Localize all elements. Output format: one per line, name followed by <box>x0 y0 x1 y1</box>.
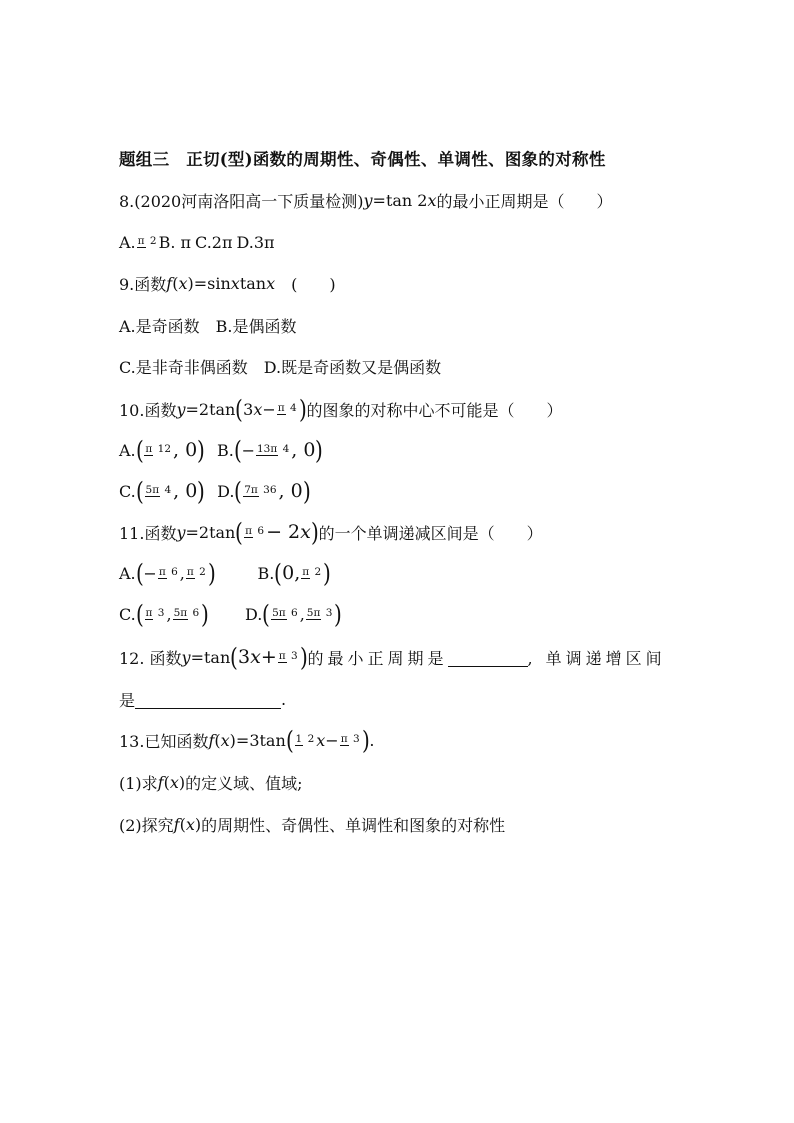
q11-option-b-head: 0, <box>282 562 301 584</box>
q9-var-x1: x <box>178 273 188 293</box>
q13-part2-var-x: x <box>185 814 195 834</box>
q8-option-a-fraction <box>137 236 158 247</box>
q10-coef: 3 <box>243 399 254 419</box>
q11-var-x: x <box>300 521 311 543</box>
q13-part2-paren-close: ) <box>194 814 202 834</box>
q10-option-d-denominator: 36 <box>263 484 277 497</box>
q13-var-x: x <box>220 730 230 750</box>
q13-fraction2-denominator: 3 <box>352 733 360 746</box>
question-13-part1 <box>119 765 303 799</box>
q11-option-c-label: C. <box>119 604 136 624</box>
q9-prefix: 9.函数 <box>119 274 167 294</box>
question-13-stem <box>119 722 374 758</box>
section-title-text: 题组三 正切(型)函数的周期性、奇偶性、单调性、图象的对称性 <box>119 150 606 169</box>
q11-fraction <box>244 526 265 537</box>
section-title <box>119 141 606 175</box>
q12-var-y: y <box>181 647 191 667</box>
q10-option-c-label: C. <box>119 481 136 501</box>
q13-fraction2 <box>340 734 361 745</box>
q13-paren-close: ) <box>229 730 236 750</box>
q13-part2-paren-open: ( <box>179 814 186 834</box>
q13-part2-prefix: (2)探究 <box>119 815 174 835</box>
q11-option-c-fraction2 <box>173 608 201 619</box>
question-11-options-row2 <box>119 596 342 632</box>
q12-line2-suffix: . <box>281 689 287 709</box>
q11-inner-rest: − 2 <box>266 521 301 543</box>
q11-option-b-fraction <box>301 567 322 578</box>
q11-option-b-denominator: 2 <box>314 566 322 579</box>
q13-left-paren: ( <box>285 725 294 755</box>
question-9-options-row2 <box>119 349 441 383</box>
q10-fraction-numerator: π <box>277 402 285 415</box>
q11-option-d-fraction2 <box>306 608 334 619</box>
q12-fraction-numerator: π <box>278 650 286 663</box>
q10-option-b-negative: − <box>241 440 255 460</box>
q9-sin: =sin <box>193 273 231 293</box>
q12-line2-prefix: 是 <box>119 690 136 710</box>
q10-option-d-label: D. <box>217 481 235 501</box>
q11-option-b-numerator: π <box>302 566 310 579</box>
q8-var-x: x <box>427 190 437 210</box>
q13-suffix: . <box>369 730 375 750</box>
q10-option-a-tail: , 0 <box>173 439 198 461</box>
question-9-options-row1 <box>119 308 297 342</box>
q13-prefix: 13.已知函数 <box>119 731 209 751</box>
q10-suffix: 的图象的对称中心不可能是（ ） <box>306 400 563 420</box>
q8-prefix: 8.(2020河南洛阳高一下质量检测) <box>119 191 364 211</box>
q13-part1-paren-open: ( <box>163 772 170 792</box>
q13-part1-var-f: f <box>157 772 164 792</box>
q13-part2-var-f: f <box>173 814 180 834</box>
q11-option-d-denominator2: 3 <box>325 607 333 620</box>
q13-part1-var-x: x <box>169 772 179 792</box>
question-9-stem <box>119 266 336 300</box>
q13-right-paren: ) <box>361 725 370 755</box>
q12-mid: 的最小正周期是 <box>307 648 448 668</box>
q9-var-x2: x <box>230 273 240 293</box>
q13-part1-paren-close: ) <box>178 772 186 792</box>
q10-left-paren: ( <box>235 394 244 424</box>
q11-option-b-right-paren: ) <box>323 558 332 588</box>
q11-option-d-denominator1: 6 <box>291 607 298 620</box>
q13-fraction1 <box>295 734 316 745</box>
q12-answer-blank-period[interactable] <box>448 648 528 667</box>
q11-option-a-fraction1 <box>158 567 179 578</box>
question-8-stem <box>119 183 613 217</box>
q10-option-d-fraction <box>243 485 277 496</box>
q9-option-a: A.是奇函数 <box>119 316 200 336</box>
q9-var-f: f <box>166 273 173 293</box>
q11-option-a-comma: , <box>179 563 185 583</box>
q13-part2-suffix: 的周期性、奇偶性、单调性和图象的对称性 <box>201 815 506 835</box>
q12-fraction <box>278 651 299 662</box>
q9-option-b: B.是偶函数 <box>215 316 297 336</box>
q11-option-c-fraction1 <box>145 608 166 619</box>
q13-paren-open: ( <box>214 730 221 750</box>
q11-fraction-denominator: 6 <box>257 525 265 538</box>
q10-option-b-label: B. <box>216 440 234 460</box>
q9-suffix: ( ) <box>275 274 336 294</box>
q10-option-b-right-paren: ) <box>315 435 324 465</box>
q10-prefix: 10.函数 <box>119 400 177 420</box>
q11-option-c-left-paren: ( <box>135 599 144 629</box>
question-11-stem <box>119 514 543 550</box>
q11-option-b-label: B. <box>257 563 275 583</box>
q9-paren-open: ( <box>172 273 179 293</box>
q13-tan: =3tan <box>235 730 286 750</box>
q11-tan: =2tan <box>185 522 236 542</box>
q12-mid2: , 单调递增区间 <box>527 648 666 668</box>
q10-option-c-numerator: 5π <box>145 484 160 497</box>
q10-option-b-left-paren: ( <box>233 435 242 465</box>
q10-option-c-tail: , 0 <box>173 480 198 502</box>
q8-option-d: D.3π <box>236 232 275 252</box>
q12-var-x: x <box>250 646 261 668</box>
q11-option-d-comma: , <box>299 604 305 624</box>
q11-option-d-numerator1: 5π <box>272 607 286 620</box>
q11-fraction-numerator: π <box>245 525 253 538</box>
q11-right-paren: ) <box>310 517 319 547</box>
q10-option-d-numerator: 7π <box>244 484 258 497</box>
q10-option-a-numerator: π <box>145 443 153 456</box>
q13-minus: − <box>325 730 339 750</box>
q8-var-y: y <box>363 190 373 210</box>
q12-tan: =tan <box>190 647 231 667</box>
q11-option-c-numerator2: 5π <box>173 607 188 620</box>
question-12-line2 <box>119 682 286 716</box>
q12-fraction-denominator: 3 <box>291 650 298 663</box>
question-11-options-row1 <box>119 555 331 591</box>
question-8-options <box>119 225 275 259</box>
q8-option-a-numerator: π <box>137 235 145 248</box>
q11-option-d-label: D. <box>244 604 263 624</box>
q13-fraction2-numerator: π <box>340 733 348 746</box>
q12-left-paren: ( <box>230 642 239 672</box>
q10-option-b-denominator: 4 <box>282 443 290 456</box>
q10-option-a-label: A. <box>119 440 136 460</box>
q10-minus: − <box>262 399 276 419</box>
q11-option-d-left-paren: ( <box>262 599 271 629</box>
q11-option-d-right-paren: ) <box>334 599 343 629</box>
q8-option-b: B. π <box>158 232 192 252</box>
q10-var-x: x <box>253 399 263 419</box>
q10-option-a-fraction <box>144 444 172 455</box>
q10-fraction-denominator: 4 <box>290 402 297 415</box>
q9-option-d: D.既是奇函数又是偶函数 <box>263 357 442 377</box>
question-10-stem <box>119 392 562 426</box>
q8-option-a-denominator: 2 <box>149 235 157 248</box>
q13-part1-suffix: 的定义域、值域; <box>185 773 303 793</box>
q10-var-y: y <box>176 399 186 419</box>
q12-right-paren: ) <box>299 642 308 672</box>
q10-fraction <box>277 403 298 414</box>
question-10-options-row2 <box>119 473 310 509</box>
q9-var-x3: x <box>266 273 276 293</box>
q11-option-a-numerator2: π <box>186 566 194 579</box>
q8-equation: =tan 2 <box>372 190 428 210</box>
q11-suffix: 的一个单调递减区间是（ ） <box>318 523 543 543</box>
q10-option-d-left-paren: ( <box>234 476 243 506</box>
q11-option-c-denominator1: 3 <box>157 607 165 620</box>
q12-coef: 3 <box>238 646 251 668</box>
q10-option-c-right-paren: ) <box>197 476 206 506</box>
q11-option-a-right-paren: ) <box>207 558 216 588</box>
q13-fraction1-numerator: 1 <box>295 733 303 746</box>
q9-tan: tan <box>239 273 267 293</box>
q11-option-a-fraction2 <box>186 567 207 578</box>
q11-prefix: 11.函数 <box>119 523 177 543</box>
q11-option-a-label: A. <box>119 563 136 583</box>
q11-option-c-comma: , <box>166 604 172 624</box>
q11-var-y: y <box>176 522 186 542</box>
q10-option-d-tail: , 0 <box>278 480 303 502</box>
q11-option-c-numerator1: π <box>145 607 153 620</box>
q10-option-b-fraction <box>256 444 290 455</box>
q13-part1-prefix: (1)求 <box>119 773 158 793</box>
q10-option-a-left-paren: ( <box>135 435 144 465</box>
q12-prefix: 12. 函数 <box>119 648 182 668</box>
q13-inner-x: x <box>316 730 326 750</box>
question-10-options-row1 <box>119 432 323 468</box>
q8-option-a-label: A. <box>119 232 136 252</box>
q12-answer-blank-interval[interactable] <box>135 690 281 709</box>
q11-option-b-left-paren: ( <box>274 558 283 588</box>
q8-option-c: C.2π <box>195 232 233 252</box>
q10-tan: =2tan <box>185 399 236 419</box>
q11-option-a-denominator2: 2 <box>199 566 206 579</box>
q9-option-c: C.是非奇非偶函数 <box>119 357 248 377</box>
q11-option-c-denominator2: 6 <box>192 607 200 620</box>
q10-option-a-denominator: 12 <box>157 443 172 456</box>
q8-suffix: 的最小正周期是（ ） <box>436 191 613 211</box>
q10-option-c-left-paren: ( <box>135 476 144 506</box>
q11-option-a-negative: − <box>143 563 157 583</box>
q10-right-paren: ) <box>298 394 307 424</box>
q10-option-a-right-paren: ) <box>197 435 205 465</box>
q11-option-a-denominator1: 6 <box>171 566 178 579</box>
q10-option-c-fraction <box>145 485 173 496</box>
question-13-part2 <box>119 807 505 841</box>
q11-left-paren: ( <box>235 517 244 547</box>
q11-option-a-left-paren: ( <box>135 558 144 588</box>
q10-option-c-denominator: 4 <box>164 484 172 497</box>
question-12-stem <box>119 639 666 675</box>
q10-option-b-numerator: 13π <box>256 443 278 456</box>
q13-fraction1-denominator: 2 <box>307 733 315 746</box>
q11-option-a-numerator1: π <box>158 566 166 579</box>
q13-var-f: f <box>208 730 215 750</box>
q9-paren-close: ) <box>187 273 194 293</box>
q11-option-c-right-paren: ) <box>201 599 209 629</box>
q12-plus: + <box>260 646 277 668</box>
q10-option-b-tail: , 0 <box>291 439 316 461</box>
q10-option-d-right-paren: ) <box>302 476 311 506</box>
q11-option-d-numerator2: 5π <box>306 607 321 620</box>
q11-option-d-fraction1 <box>271 608 299 619</box>
